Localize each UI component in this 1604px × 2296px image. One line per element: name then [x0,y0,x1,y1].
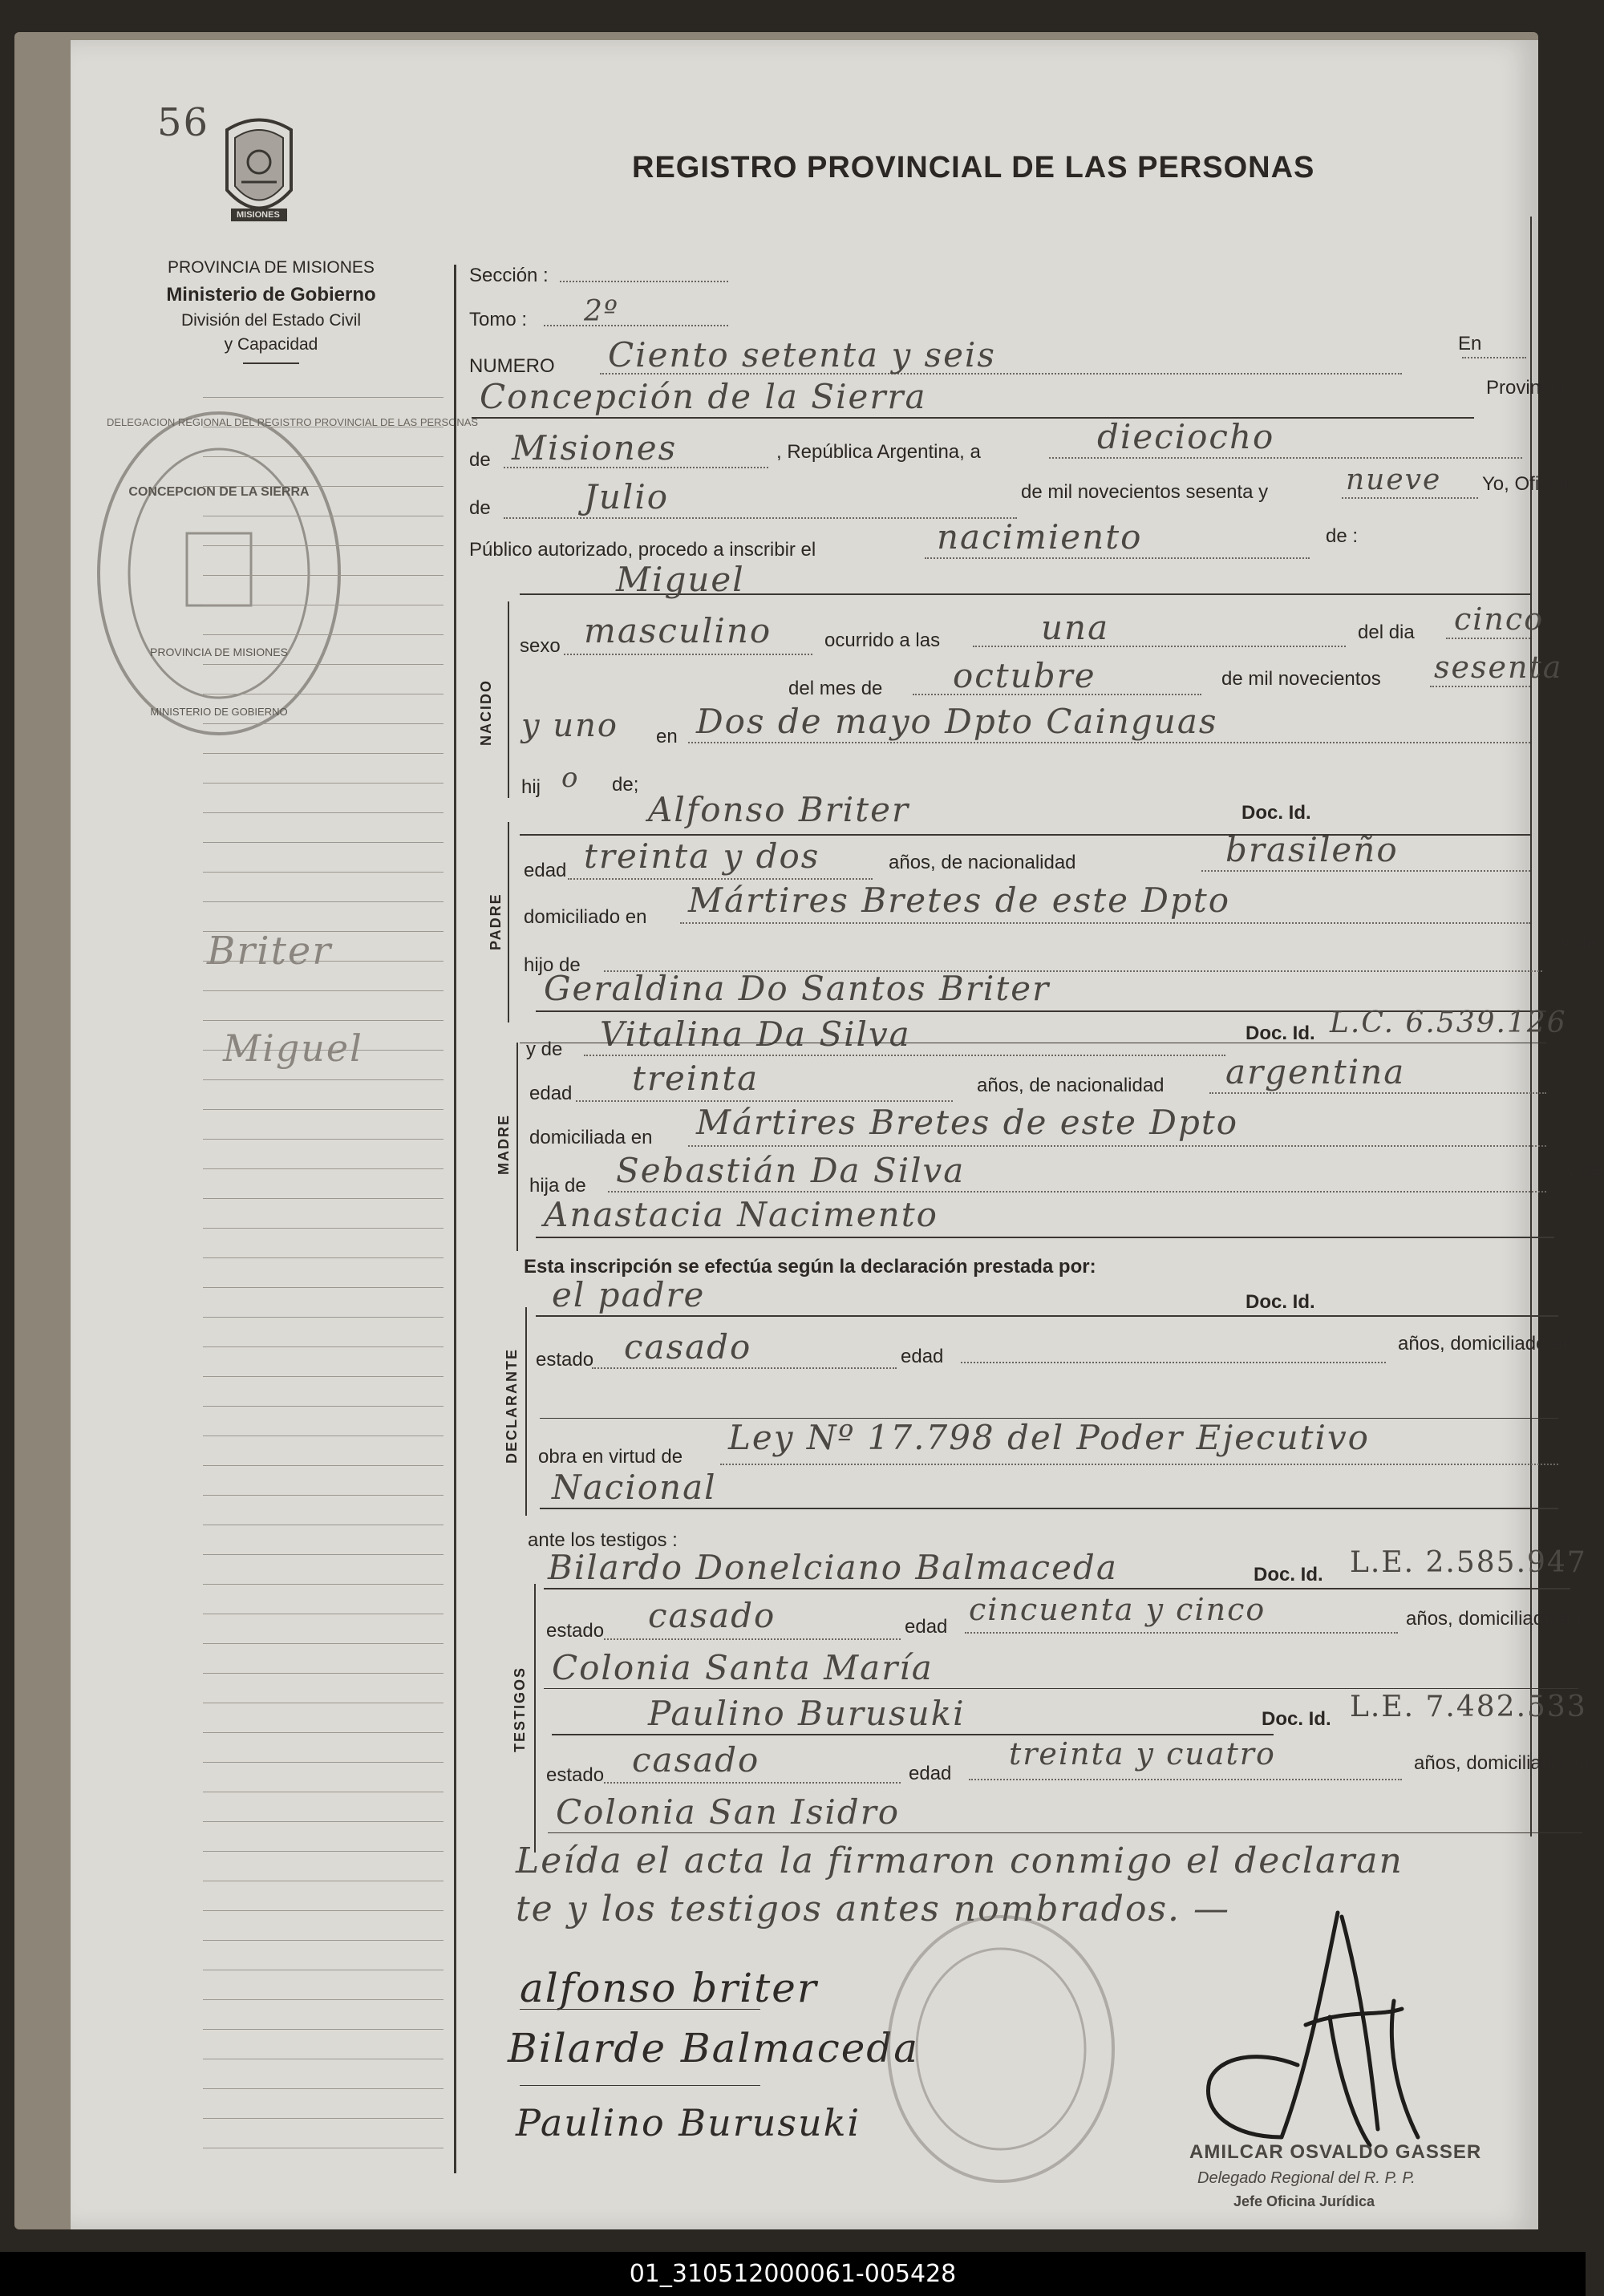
birth-year-value: sesenta [1434,650,1563,685]
division-label: División del Estado Civil [180,311,362,330]
father-nac-value: brasileño [1225,830,1399,869]
province-value: Misiones [512,428,678,468]
acto-value: nacimiento [937,517,1143,557]
father-hijo-label: hijo de [524,954,581,976]
register-page [71,40,1604,2229]
page-number: 56 [157,100,210,145]
witness1-edad-value: cincuenta y cinco [969,1592,1266,1627]
mother-doc-label: Doc. Id. [1246,1022,1315,1044]
padre-side-label: PADRE [488,893,504,950]
ocurrido-label: ocurrido a las [824,630,941,651]
mother-yde-label: y de [526,1039,563,1060]
archive-code-bar [0,2252,1586,2296]
birth-month-value: octubre [953,656,1096,695]
father-mother-value: Geraldina Do Santos Briter [544,969,1051,1008]
margin-note-surname: Briter [207,929,333,974]
mother-edad-label: edad [529,1083,573,1104]
provincia-label: Provincia [1486,377,1566,399]
father-semicolon: ; [1598,982,1604,1004]
day-value: dieciocho [1097,417,1275,456]
witness1-name-value: Bilardo Donelciano Balmaceda [548,1548,1118,1587]
inscripcion-label: Esta inscripción se efectúa según la declaración prestada por: [524,1256,1096,1278]
tomo-value: 2º [584,295,619,328]
birth-day-value: cinco [1454,601,1545,637]
witness1-doc-value: L.E. 2.585.947 [1350,1546,1587,1579]
official-signature [1185,1897,1442,2161]
en-label: En [1458,333,1482,354]
official-stamp [881,1913,1121,2185]
father-nac-label: años, de nacionalidad [889,852,1076,873]
closing-line-2: te y los testigos antes nombrados. — [516,1889,1231,1930]
signature-witness-1: Bilarde Balmaceda [508,2025,920,2071]
province-label: PROVINCIA DE MISIONES [168,258,375,277]
father-name-value: Alfonso Briter [648,790,910,829]
witness2-anos-label: años, domiciliado en [1414,1752,1590,1774]
publico-label: Público autorizado, procedo a inscribir el [469,539,816,561]
month-value: Julio [584,477,670,516]
mother-hija-label: hija de [529,1175,586,1197]
padre-bracket [508,822,509,1022]
year-label: de mil novecientos sesenta y [1021,481,1269,503]
hij-de-label: de; [612,774,639,796]
father-edad-value: treinta y dos [584,836,820,876]
del-mes-label: del mes de [788,678,883,699]
declarante-doc-label: Doc. Id. [1246,1291,1315,1313]
madre-side-label: MADRE [496,1114,512,1175]
archive-code: 01_310512000061-005428 [629,2260,957,2288]
hour-value: una [1041,608,1110,647]
mother-doc-value: L.C. 6.539.126 [1330,1006,1567,1039]
closing-line-1: Leída el acta la firmaron conmigo el declaran [516,1840,1404,1881]
mother-name-value: Vitalina Da Silva [600,1014,911,1054]
nacido-side-label: NACIDO [478,679,494,746]
declarante-estado-value: casado [624,1327,752,1367]
father-dom-value: Mártires Bretes de este Dpto [688,881,1231,920]
witness1-edad-label: edad [905,1616,948,1638]
witness2-edad-value: treinta y cuatro [1009,1736,1276,1772]
witness2-dom-value: Colonia San Isidro [556,1792,901,1832]
declarante-estado-label: estado [536,1349,594,1371]
witness1-estado-label: estado [546,1620,605,1642]
birth-year-cont: y uno [521,707,618,744]
mother-father-value: Sebastián Da Silva [616,1151,966,1190]
signature-witness-2: Paulino Burusuki [516,2101,861,2144]
witness2-name-value: Paulino Burusuki [648,1694,966,1733]
witness2-edad-label: edad [909,1763,952,1784]
mil-novecientos-label: de mil novecientos [1221,668,1381,690]
witness2-estado-label: estado [546,1764,605,1786]
de-colon-label: de : [1326,525,1359,547]
obra-label: obra en virtud de [538,1446,683,1468]
mother-nac-label: años, de nacionalidad [977,1075,1165,1096]
declarante-bracket [525,1307,527,1516]
official-title: Delegado Regional del R. P. P. [1197,2169,1416,2187]
seccion-label: Sección : [469,265,549,286]
birth-place-value: Dos de mayo Dpto Cainguas [696,702,1218,741]
father-dom-label: domiciliado en [524,906,647,928]
declarante-anos-label: años, domiciliado en [1398,1333,1574,1355]
testigos-side-label: TESTIGOS [512,1666,528,1752]
witness1-doc-label: Doc. Id. [1254,1564,1323,1585]
mother-mother-value: Anastacia Nacimento [544,1195,938,1234]
mother-nac-value: argentina [1225,1052,1406,1091]
witness2-estado-value: casado [632,1740,760,1780]
signature-father: alfonso briter [520,1965,818,2011]
witness2-doc-value: L.E. 7.482.533 [1350,1691,1587,1723]
margin-note-name: Miguel [223,1027,363,1070]
ministry-label: Ministerio de Gobierno [166,284,376,306]
mother-yde2-label: y de [1566,1159,1603,1180]
witness1-estado-value: casado [648,1596,776,1635]
year-value: nueve [1346,464,1442,496]
sexo-label: sexo [520,635,561,657]
de-label: de [469,449,491,471]
witness1-anos-label: años, domiciliado en [1406,1608,1582,1630]
official-subtitle: Jefe Oficina Jurídica [1233,2193,1375,2209]
obra-value: Ley Nº 17.798 del Poder Ejecutivo [728,1418,1370,1457]
child-name-value: Miguel [616,560,745,599]
main-separator [454,265,456,2173]
oficial-label: Yo, Oficial [1482,473,1569,495]
father-yde-label: y de [1561,932,1598,954]
testigos-label: ante los testigos : [528,1529,678,1551]
mother-dom-value: Mártires Bretes de este Dpto [696,1103,1239,1142]
del-dia-label: del dia [1358,622,1415,643]
place-value: Concepción de la Sierra [480,377,927,416]
hij-value: o [561,762,580,794]
tomo-label: Tomo : [469,309,528,330]
de-label-2: de [469,497,491,519]
declarante-edad-label: edad [901,1346,944,1367]
obra-cont-value: Nacional [552,1468,717,1507]
testigos-bracket [534,1584,536,1853]
madre-bracket [516,1043,518,1251]
birth-en-label: en [656,726,678,747]
mother-edad-value: treinta [632,1059,759,1098]
numero-label: NUMERO [469,355,555,377]
republica-label: , República Argentina, a [776,441,981,463]
page-title: REGISTRO PROVINCIAL DE LAS PERSONAS [632,151,1315,184]
book-cover [14,32,1604,2229]
header-rule [243,362,299,364]
nacido-bracket [508,601,509,798]
registry-stamp: DELEGACION REGIONAL DEL REGISTRO PROVINCIAL DE LAS PERSONAS CONCEPCION DE LA SIERRA PROVINCIA DE MISIONES MINISTERIO DE GOBIERNO [91,405,347,742]
coat-of-arms-icon: MISIONES [211,114,307,234]
mother-dom-label: domiciliada en [529,1127,653,1148]
official-name: AMILCAR OSVALDO GASSER [1189,2141,1482,2163]
father-edad-label: edad [524,860,567,881]
capacity-label: y Capacidad [224,335,318,354]
hij-label: hij [521,776,541,798]
witness1-dom-value: Colonia Santa María [552,1648,934,1687]
declarante-name-value: el padre [552,1275,706,1314]
numero-value: Ciento setenta y seis [608,335,996,375]
witness2-doc-label: Doc. Id. [1262,1708,1331,1730]
sexo-value: masculino [584,611,772,650]
declarante-side-label: DECLARANTE [504,1348,520,1464]
father-doc-label: Doc. Id. [1241,802,1311,824]
